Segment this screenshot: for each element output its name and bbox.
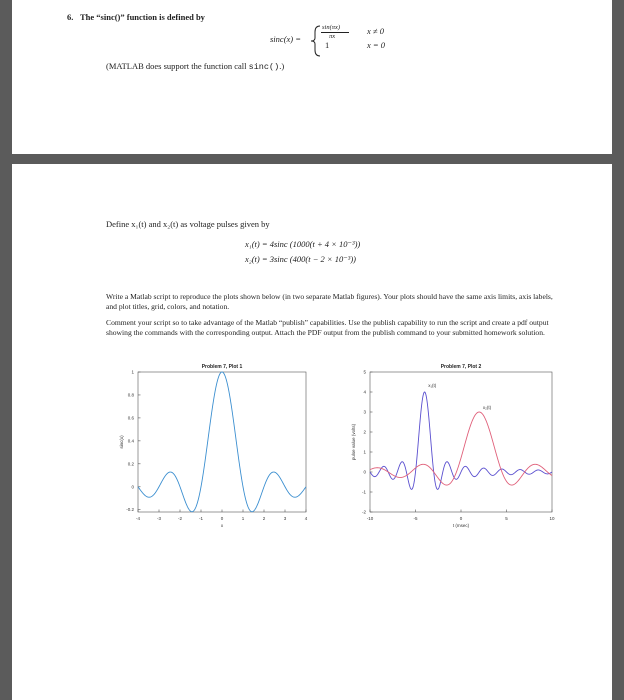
- instructions-paragraph-2: Comment your script so to take advantage of the Matlab “publish” capabilities. Use the publish capability to run the script and create a pdf output showing the commands with the corresponding output. Attach the PDF output from the publish command to your submitted homework solution.: [106, 318, 549, 337]
- case2-value: 1: [325, 40, 330, 50]
- matlab-note: [106, 61, 284, 73]
- x-tick-label: -1: [198, 516, 204, 521]
- x-tick-label: -5: [413, 516, 418, 521]
- axes-box: [138, 372, 306, 512]
- case1-condition: x ≠ 0: [367, 26, 384, 36]
- define-sentence: Define x₁(t) and x₂(t) as voltage pulses given by: [106, 219, 270, 229]
- y-tick-label: 2: [363, 429, 366, 435]
- x-tick-label: 0: [220, 516, 224, 521]
- y-tick-label: -1: [361, 489, 366, 495]
- y-tick-label: 5: [363, 369, 366, 375]
- y-tick-label: 3: [363, 409, 366, 415]
- y-tick-label: 0.4: [127, 438, 134, 444]
- chart-title: Problem 7, Plot 2: [440, 364, 482, 370]
- matlab-note-text: (MATLAB does support the function call: [106, 61, 249, 71]
- equation-x2: x₂(t) = 3sinc (400(t − 2 × 10⁻³)): [245, 254, 356, 264]
- equation-x1: x₁(t) = 4sinc (1000(t + 4 × 10⁻³)): [245, 239, 361, 249]
- matlab-note-end: .): [279, 61, 285, 71]
- x-tick-label: -2: [177, 516, 183, 521]
- axes-box: [370, 372, 552, 512]
- x-tick-label: 2: [262, 516, 266, 521]
- y-tick-label: -2: [361, 509, 366, 515]
- y-tick-label: 4: [363, 389, 366, 395]
- x-tick-label: 4: [304, 516, 308, 521]
- sinc-lhs: sinc(x) =: [270, 34, 301, 44]
- matlab-note-code: sinc(): [248, 62, 280, 72]
- case1-numerator: sin(πx): [322, 24, 341, 31]
- plot-1: [94, 362, 312, 532]
- x-tick-label: 0: [459, 516, 463, 521]
- problem-number: 6.: [67, 12, 74, 22]
- x-tick-label: 1: [241, 516, 245, 521]
- x-tick-label: -10: [366, 516, 374, 521]
- y-tick-label: 0: [363, 469, 366, 475]
- x-tick-label: -3: [156, 516, 162, 521]
- x-tick-label: 3: [283, 516, 287, 521]
- y-axis-label: pulse value (volts): [351, 423, 356, 461]
- y-tick-label: 1: [131, 369, 134, 375]
- instructions-paragraph-1: Write a Matlab script to reproduce the plots shown below (in two separate Matlab figures). Your plots should have the same axis limits, axis labels, and plot titles, grid, colors, and notation.: [106, 292, 553, 311]
- problem-intro: The “sinc()” function is defined by: [80, 12, 205, 22]
- series-label-x2: x₂(t): [482, 405, 492, 410]
- y-tick-label: 0.6: [127, 415, 134, 421]
- y-axis-label: sinc(x): [119, 435, 124, 449]
- document-page-bottom: [12, 164, 612, 700]
- y-tick-label: 0.8: [127, 392, 134, 398]
- series-label-x1: x₁(t): [428, 383, 437, 388]
- case1-denominator: πx: [329, 33, 336, 40]
- y-tick-label: 0.2: [127, 461, 134, 467]
- y-tick-label: -0.2: [126, 507, 134, 513]
- x-tick-label: -4: [135, 516, 141, 521]
- chart-title: Problem 7, Plot 1: [201, 364, 243, 370]
- x-tick-label: 10: [549, 516, 555, 521]
- case2-condition: x = 0: [367, 40, 386, 50]
- x-tick-label: 5: [505, 516, 508, 521]
- x-axis-label: t (msec): [452, 523, 470, 528]
- document-page-top: [12, 0, 612, 154]
- case-brace: [309, 24, 323, 58]
- y-tick-label: 0: [131, 484, 134, 490]
- y-tick-label: 1: [363, 449, 366, 455]
- x-axis-label: x: [220, 523, 224, 528]
- plot-2: [342, 362, 560, 532]
